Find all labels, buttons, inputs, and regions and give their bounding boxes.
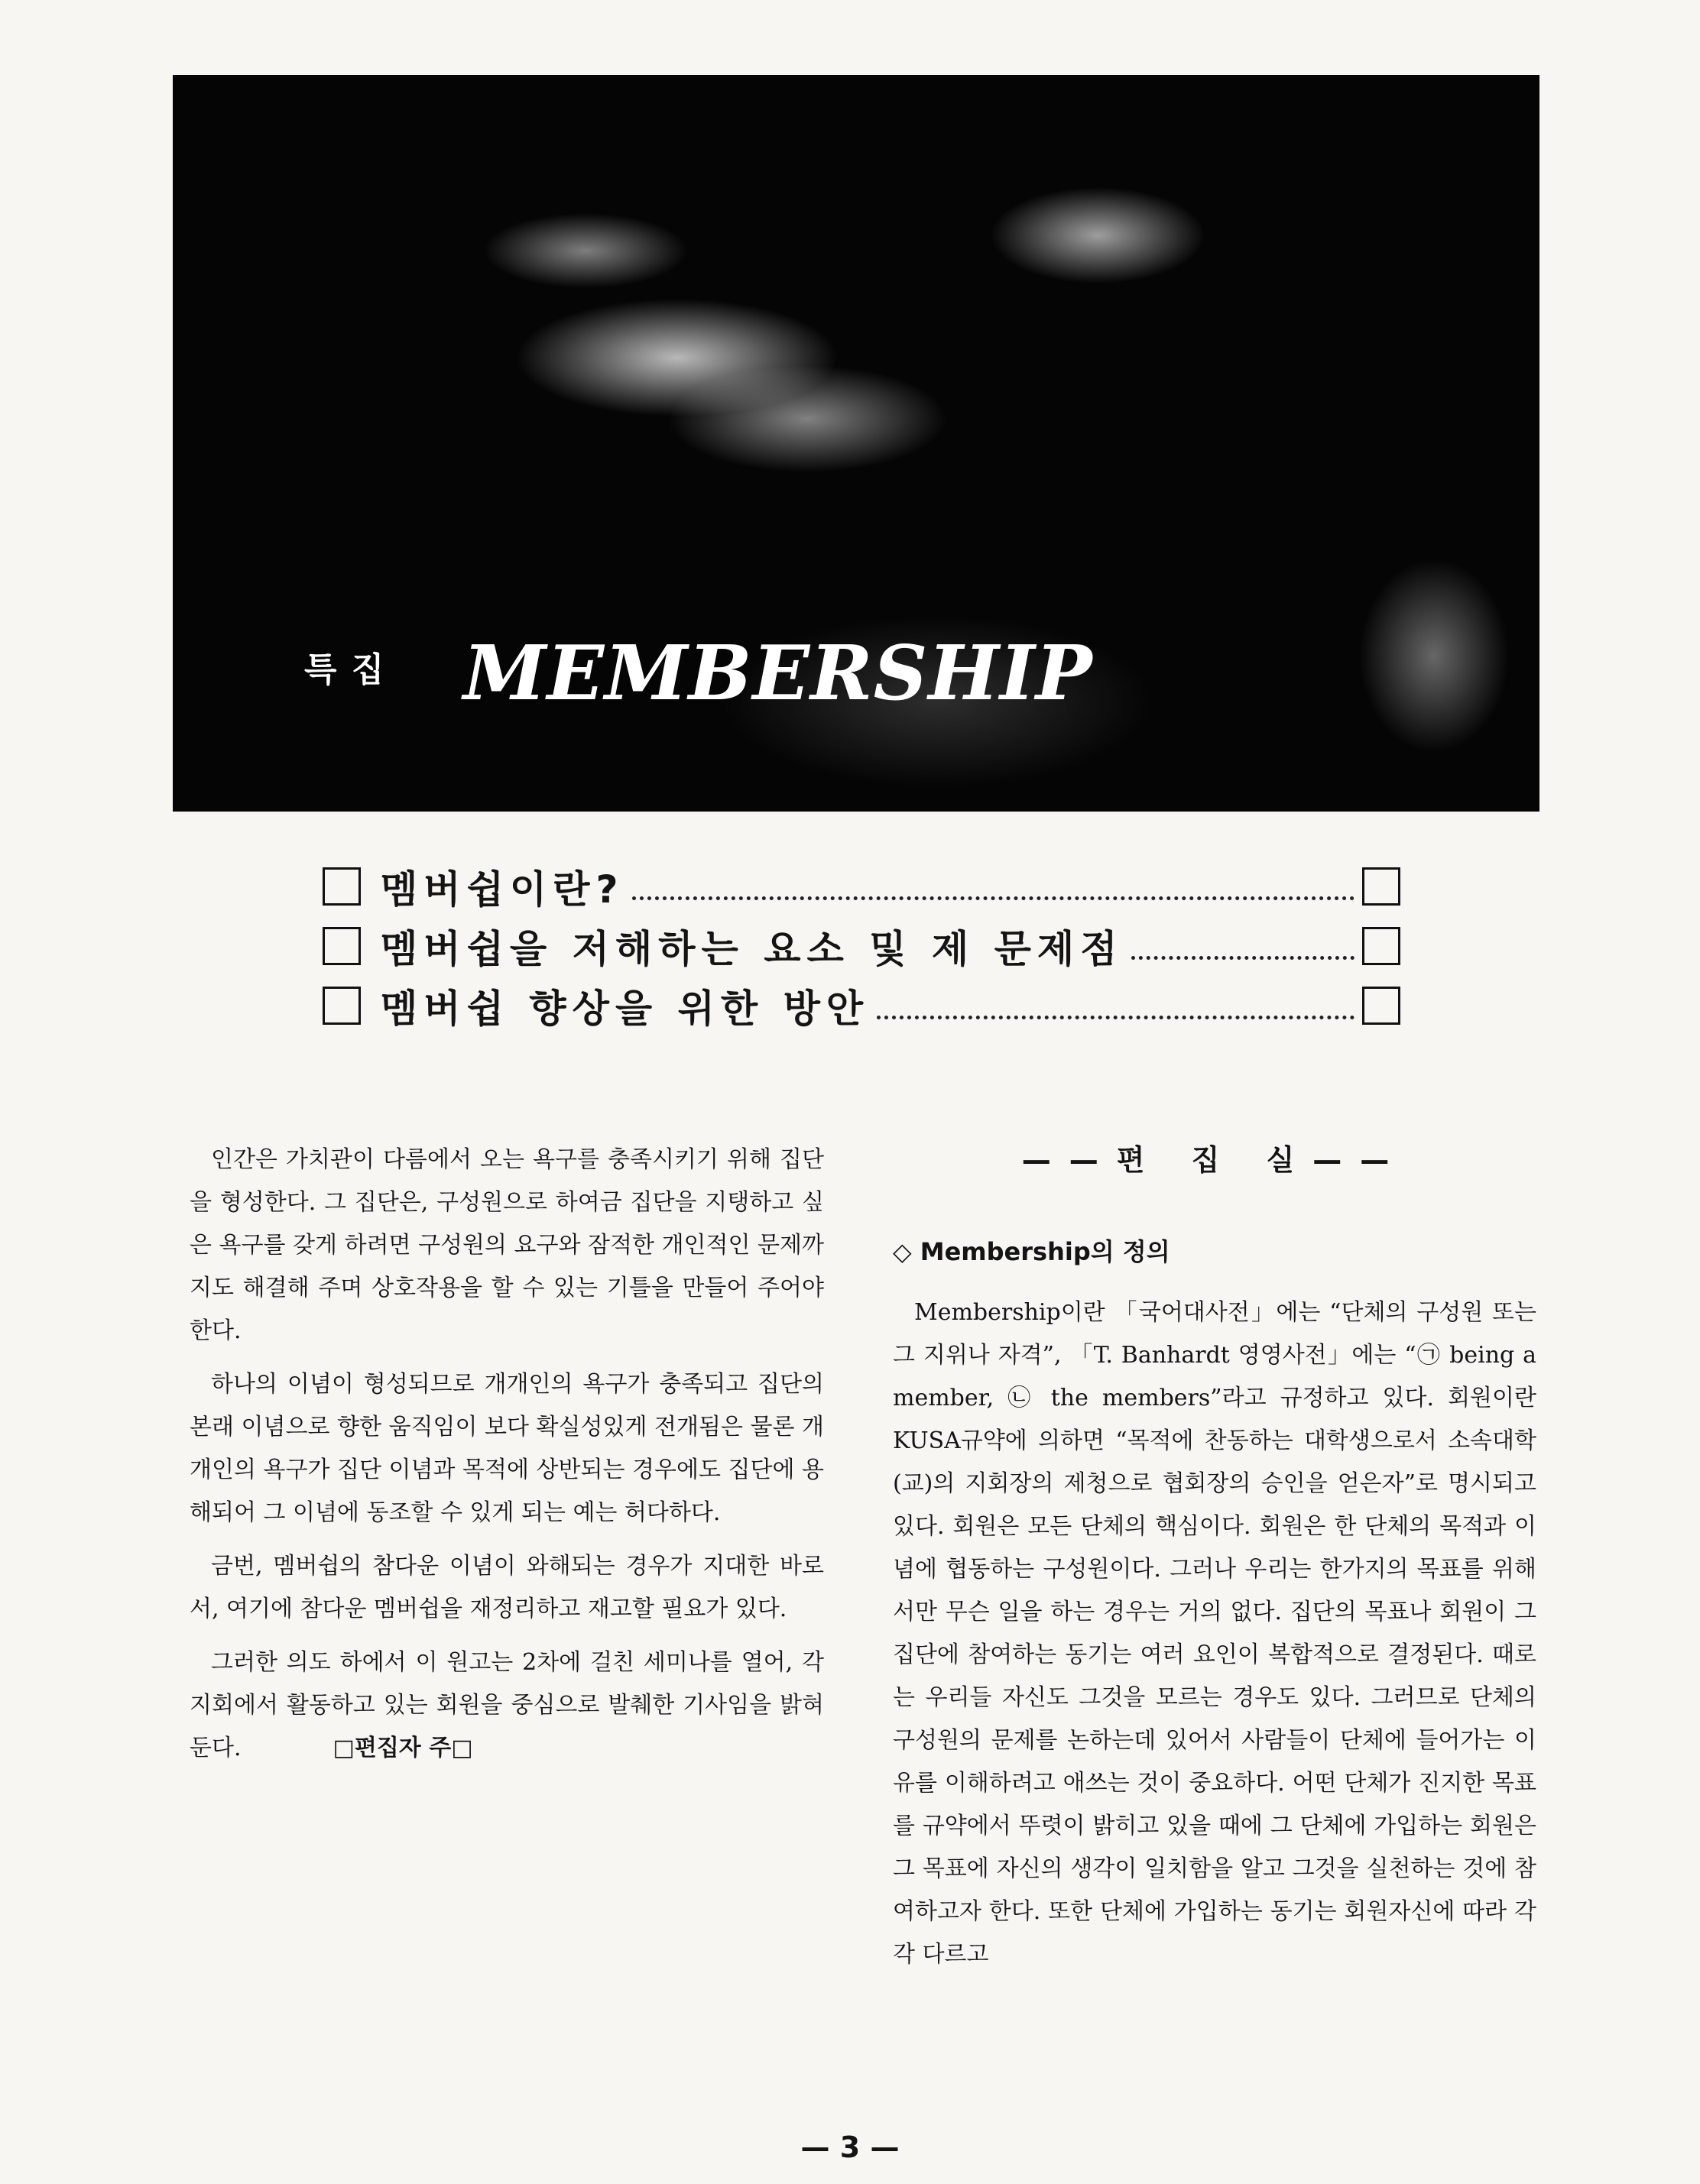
toc-item bbox=[323, 859, 1400, 914]
intro-column bbox=[190, 1139, 824, 1781]
feature-title: MEMBERSHIP bbox=[463, 630, 1093, 718]
page-number: — 3 — bbox=[800, 2131, 900, 2164]
editorial-column bbox=[893, 1139, 1536, 1987]
toc-item bbox=[323, 978, 1400, 1033]
table-of-contents bbox=[323, 859, 1400, 1038]
checkbox-square-icon bbox=[1362, 987, 1400, 1025]
checkbox-square-icon bbox=[323, 927, 361, 965]
toc-item-label: 멤버쉽이란? bbox=[381, 867, 625, 912]
checkbox-square-icon bbox=[1362, 927, 1400, 965]
toc-item-label: 멤버쉽 향상을 위한 방안 bbox=[381, 987, 870, 1031]
checkbox-square-icon bbox=[323, 987, 361, 1025]
checkbox-square-icon bbox=[1362, 867, 1400, 906]
section-header: ——편 집 실—— bbox=[1021, 1143, 1408, 1177]
toc-item-label: 멤버쉽을 저해하는 요소 및 제 문제점 bbox=[381, 927, 1124, 971]
checkbox-square-icon bbox=[323, 867, 361, 906]
leader-dots bbox=[632, 873, 1354, 900]
intro-paragraph-text: 그러한 의도 하에서 이 원고는 2차에 걸친 세미나를 열어, 각지회에서 활동하고 있는 회원을 중심으로 발췌한 기사임을 밝혀둔다. bbox=[190, 1649, 824, 1761]
toc-item bbox=[323, 919, 1400, 974]
body-paragraph: Membership이란 「국어대사전」에는 “단체의 구성원 또는 그 지위나 자격”, 「T. Banhardt 영영사전」에는 “㉠ being a member, ㉡ the members”라고 규정하고 있다. 회원이란 KUSA규약에 의하면 “목적에 찬동하는 대학생으로서 소속대학(교)의 지회장의 제청으로 협회장의 승인을 얻은자”로 명시되고 있다. 회원은 모든 단체의 핵심이다. 회원은 한 단체의 목적과 이념에 협동하는 구성원이다. 그러나 우리는 한가지의 목표를 위해서만 무슨 일을 하는 경우는 거의 없다. 집단의 목표나 회원이 그 집단에 참여하는 동기는 여러 요인이 복합적으로 결정된다. 때로는 우리들 자신도 그것을 모르는 경우도 있다. 그러므로 단체의 구성원의 문제를 논하는데 있어서 사람들이 단체에 들어가는 이유를 이해하려고 애쓰는 것이 중요하다. 어떤 단체가 진지한 목표를 규약에서 뚜렷이 밝히고 있을 때에 그 단체에 가입하는 회원은 그 목표에 자신의 생각이 일치함을 알고 그것을 실천하는 것에 참여하고자 한다. 또한 단체에 가입하는 동기는 회원자신에 따라 각각 다르고 bbox=[893, 1299, 1536, 1968]
feature-label: 특 집 bbox=[304, 650, 386, 689]
intro-paragraph: 하나의 이념이 형성되므로 개개인의 욕구가 충족되고 집단의 본래 이념으로 향한 움직임이 보다 확실성있게 전개됨은 물론 개개인의 욕구가 집단 이념과 목적에 상반되는 경우에도 집단에 용해되어 그 이념에 동조할 수 있게 되는 예는 허다하다. bbox=[190, 1371, 824, 1526]
intro-paragraph: 인간은 가치관이 다름에서 오는 욕구를 충족시키기 위해 집단을 형성한다. 그 집단은, 구성원으로 하여금 집단을 지탱하고 싶은 욕구를 갖게 하려면 구성원의 요구와 잠적한 개인적인 문제까지도 해결해 주며 상호작용을 할 수 있는 기틀을 만들어 주어야 한다. bbox=[190, 1146, 824, 1344]
leader-dots bbox=[1131, 933, 1354, 960]
leader-dots bbox=[877, 993, 1354, 1019]
editor-note: □편집자 주□ bbox=[333, 1735, 473, 1761]
subsection-heading: ◇ Membership의 정의 bbox=[893, 1237, 1170, 1266]
intro-paragraph: 금번, 멤버쉽의 참다운 이념이 와해되는 경우가 지대한 바로서, 여기에 참다운 멤버쉽을 재정리하고 재고할 필요가 있다. bbox=[190, 1553, 824, 1622]
hero-photo bbox=[173, 75, 1539, 812]
intro-paragraph bbox=[190, 1641, 824, 1770]
